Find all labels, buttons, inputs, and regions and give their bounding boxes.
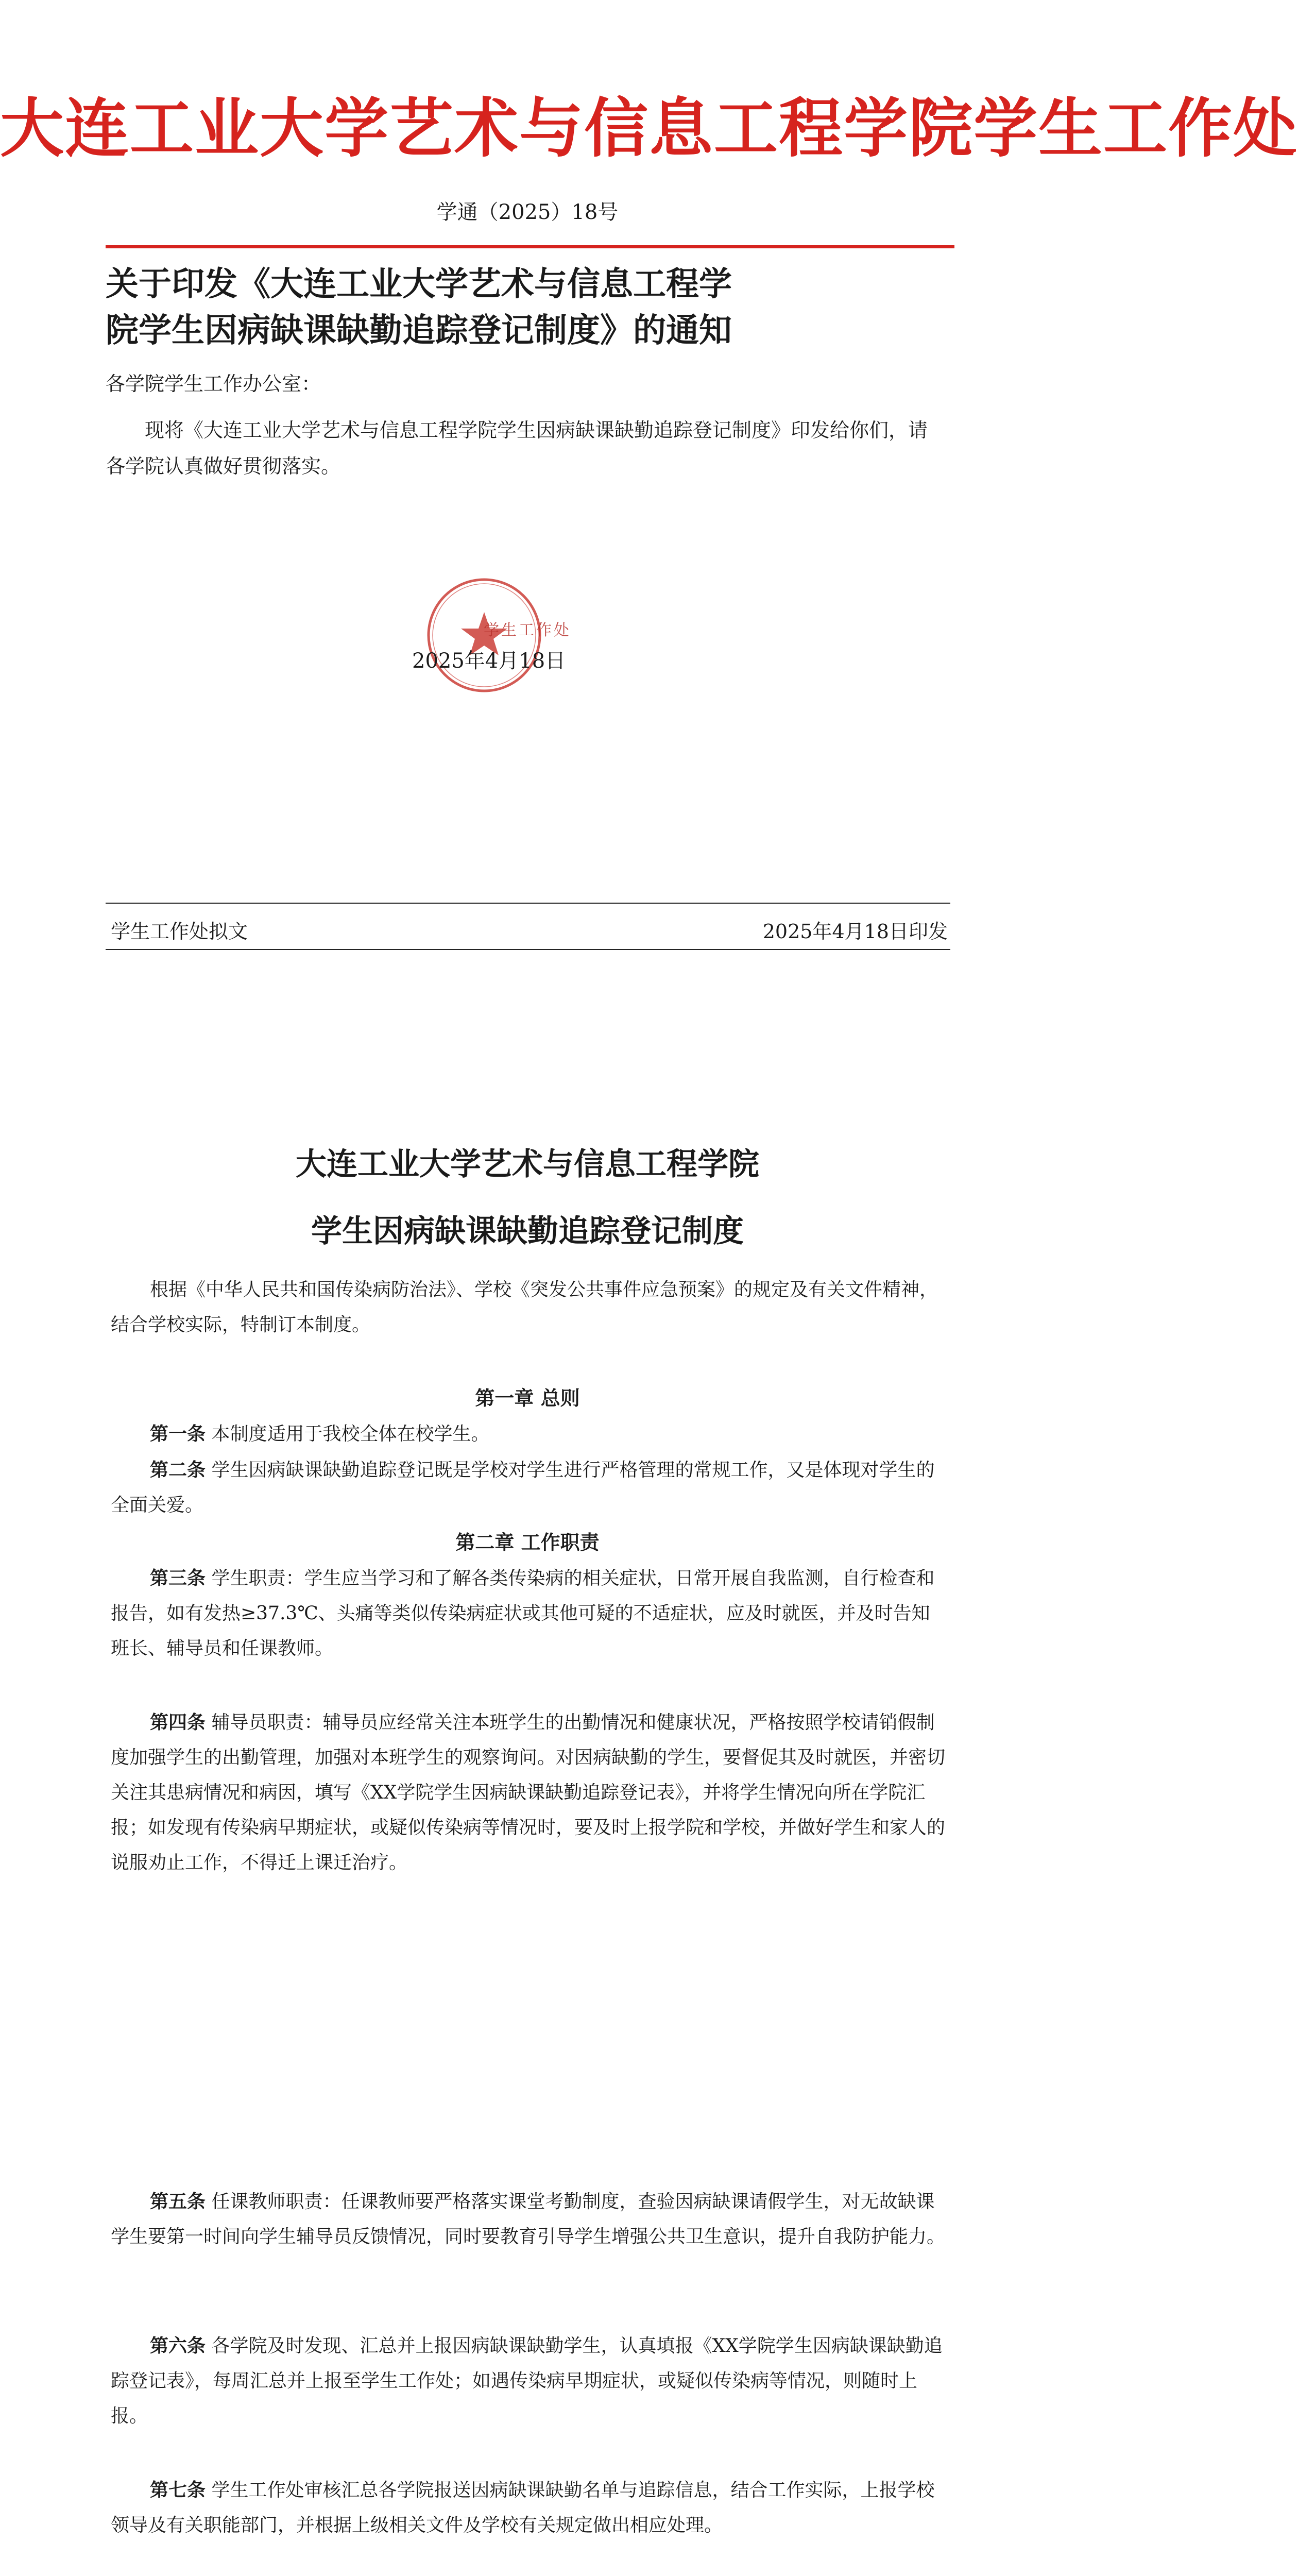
- letterhead-title: 大连工业大学艺术与信息工程学院学生工作处: [0, 91, 1298, 166]
- article-7: [111, 2473, 945, 2543]
- article-4-text: 辅导员职责：辅导员应经常关注本班学生的出勤情况和健康状况，严格按照学校请销假制度加强学生的出勤管理，加强对本班学生的观察询问。对因病缺勤的学生，要督促其及时就医，并密切关注其患病情况和病因，填写《XX学院学生因病缺课缺勤追踪登记表》，并将学生情况向所在学院汇报；如发现有传染病早期症状，或疑似传染病等情况时，要及时上报学院和学校，并做好学生和家人的说服劝止工作，不得迁上课迁治疗。: [111, 1712, 946, 1873]
- article-3-text: 学生职责：学生应当学习和了解各类传染病的相关症状，日常开展自我监测，自行检查和报告，如有发热≥37.3℃、头痛等类似传染病症状或其他可疑的不适症状，应及时就医，并及时告知班长、辅导员和任课教师。: [111, 1568, 935, 1659]
- article-5-text: 任课教师职责：任课教师要严格落实课堂考勤制度，查验因病缺课请假学生，对无故缺课学生要第一时间向学生辅导员反馈情况，同时要教育引导学生增强公共卫生意识，提升自我防护能力。: [111, 2191, 946, 2247]
- notice-date: 2025年4月18日: [412, 649, 566, 673]
- article-2: [111, 1453, 945, 1523]
- article-3-label: 第三条: [150, 1568, 206, 1589]
- regulation-intro: 根据《中华人民共和国传染病防治法》、学校《突发公共事件应急预案》的规定及有关文件精神，结合学校实际，特制订本制度。: [111, 1279, 938, 1335]
- regulation-title-line-2: 学生因病缺课缺勤追踪登记制度: [311, 1213, 744, 1249]
- article-2-label: 第二条: [150, 1460, 206, 1481]
- notice-body: 现将《大连工业大学艺术与信息工程学院学生因病缺课缺勤追踪登记制度》印发给你们，请各学院认真做好贯彻落实。: [106, 419, 928, 478]
- article-6: [111, 2329, 945, 2434]
- seal-text: 学生工作处: [484, 621, 571, 639]
- article-1-text: 本制度适用于我校全体在校学生。: [206, 1423, 490, 1445]
- notice-title-line-2: 院学生因病缺课缺勤追踪登记制度》的通知: [106, 311, 732, 350]
- drafting-office: 学生工作处拟文: [111, 920, 248, 943]
- article-5: [111, 2184, 945, 2255]
- article-2-text: 学生因病缺课缺勤追踪登记既是学校对学生进行严格管理的常规工作，又是体现对学生的全面关爱。: [111, 1460, 935, 1516]
- letterhead-red-rule: [106, 245, 954, 248]
- article-6-label: 第六条: [150, 2335, 206, 2357]
- article-7-label: 第七条: [150, 2480, 206, 2501]
- footer-top-rule: [106, 903, 950, 904]
- document-number: 学通（2025）18号: [436, 200, 619, 224]
- article-5-label: 第五条: [150, 2191, 206, 2212]
- article-7-text: 学生工作处审核汇总各学院报送因病缺课缺勤名单与追踪信息，结合工作实际，上报学校领导及有关职能部门，并根据上级相关文件及学校有关规定做出相应处理。: [111, 2480, 935, 2536]
- article-1-label: 第一条: [150, 1423, 206, 1445]
- notice-title-line-1: 关于印发《大连工业大学艺术与信息工程学: [106, 265, 732, 303]
- regulation-title-line-1: 大连工业大学艺术与信息工程学院: [296, 1146, 759, 1182]
- notice-addressee: 各学院学生工作办公室：: [106, 372, 321, 395]
- article-4-label: 第四条: [150, 1712, 206, 1733]
- issue-date: 2025年4月18日印发: [762, 920, 948, 943]
- article-3: [111, 1561, 945, 1666]
- article-4: [111, 1705, 945, 1880]
- article-6-text: 各学院及时发现、汇总并上报因病缺课缺勤学生，认真填报《XX学院学生因病缺课缺勤追踪登记表》，每周汇总并上报至学生工作处；如遇传染病早期症状，或疑似传染病等情况，则随时上报。: [111, 2335, 943, 2427]
- footer-bottom-rule: [106, 949, 950, 950]
- chapter-2-heading: 第二章 工作职责: [455, 1531, 600, 1554]
- article-1: [111, 1417, 945, 1452]
- chapter-1-heading: 第一章 总则: [475, 1387, 580, 1410]
